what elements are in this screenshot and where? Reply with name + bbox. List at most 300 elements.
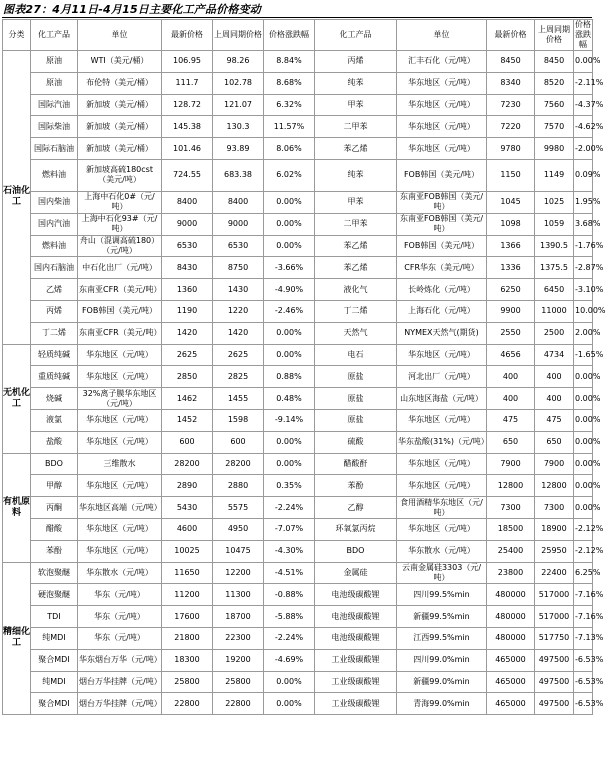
product-cell: 甲醇 — [31, 475, 78, 497]
latest-price-cell: 18500 — [487, 518, 535, 540]
header-cell: 上周同期价格 — [213, 20, 264, 51]
change-pct-cell: 0.35% — [264, 475, 315, 497]
table-row — [3, 51, 593, 73]
product-cell: 聚合MDI — [31, 693, 78, 715]
product-cell: 纯MDI — [31, 671, 78, 693]
table-row — [3, 72, 593, 94]
category-cell: 无机化工 — [3, 344, 31, 453]
table-row — [3, 409, 593, 431]
product-cell: 硬泡聚醚 — [31, 584, 78, 606]
unit-cell: 华东地区（元/吨） — [78, 409, 162, 431]
product-cell: 二甲苯 — [315, 116, 397, 138]
unit-cell: 四川99.5%min — [397, 584, 487, 606]
unit-cell: 华东烟台万华（元/吨） — [78, 649, 162, 671]
latest-price-cell: 650 — [487, 431, 535, 453]
unit-cell: 河北出厂（元/吨） — [397, 366, 487, 388]
latest-price-cell: 1366 — [487, 235, 535, 257]
last-week-price-cell: 2880 — [213, 475, 264, 497]
change-pct-cell: -9.14% — [264, 409, 315, 431]
last-week-price-cell: 98.26 — [213, 51, 264, 73]
header-cell: 单位 — [78, 20, 162, 51]
product-cell: 苯乙烯 — [315, 138, 397, 160]
change-pct-cell: 11.57% — [264, 116, 315, 138]
latest-price-cell: 101.46 — [162, 138, 213, 160]
product-cell: 电石 — [315, 344, 397, 366]
product-cell: 电池级碳酸锂 — [315, 627, 397, 649]
change-pct-cell: -4.37% — [574, 94, 593, 116]
last-week-price-cell: 4950 — [213, 518, 264, 540]
unit-cell: 华东地区（元/吨） — [78, 366, 162, 388]
unit-cell: 东南亚FOB韩国（美元/吨） — [397, 213, 487, 235]
last-week-price-cell: 1430 — [213, 279, 264, 301]
last-week-price-cell: 7560 — [535, 94, 574, 116]
unit-cell: 上海中石化0#（元/吨） — [78, 191, 162, 213]
latest-price-cell: 111.7 — [162, 72, 213, 94]
product-cell: 原盐 — [315, 366, 397, 388]
header-cell: 上周同期价格 — [535, 20, 574, 51]
unit-cell: 华东地区（元/吨） — [397, 475, 487, 497]
last-week-price-cell: 497500 — [535, 693, 574, 715]
latest-price-cell: 724.55 — [162, 159, 213, 191]
change-pct-cell: -6.53% — [574, 693, 593, 715]
product-cell: 国内柴油 — [31, 191, 78, 213]
table-row — [3, 94, 593, 116]
product-cell: 原盐 — [315, 388, 397, 410]
product-cell: 丁二烯 — [315, 300, 397, 322]
change-pct-cell: 0.00% — [264, 693, 315, 715]
unit-cell: 华东（元/吨） — [78, 584, 162, 606]
change-pct-cell: 0.00% — [574, 366, 593, 388]
unit-cell: 华东地区（元/吨） — [397, 518, 487, 540]
table-row — [3, 540, 593, 562]
product-cell: 燃料油 — [31, 235, 78, 257]
table-row — [3, 649, 593, 671]
unit-cell: 江西99.5%min — [397, 627, 487, 649]
change-pct-cell: -4.30% — [264, 540, 315, 562]
product-cell: 乙醇 — [315, 497, 397, 519]
product-cell: 苯乙烯 — [315, 235, 397, 257]
category-cell: 石油化工 — [3, 51, 31, 345]
latest-price-cell: 18300 — [162, 649, 213, 671]
table-row — [3, 606, 593, 628]
table-row — [3, 300, 593, 322]
change-pct-cell: 3.68% — [574, 213, 593, 235]
latest-price-cell: 28200 — [162, 453, 213, 475]
last-week-price-cell: 28200 — [213, 453, 264, 475]
last-week-price-cell: 1455 — [213, 388, 264, 410]
latest-price-cell: 7220 — [487, 116, 535, 138]
unit-cell: 中石化出厂（元/吨） — [78, 257, 162, 279]
product-cell: 二甲苯 — [315, 213, 397, 235]
change-pct-cell: -1.65% — [574, 344, 593, 366]
change-pct-cell: -2.11% — [574, 72, 593, 94]
unit-cell: 新加坡（美元/桶） — [78, 138, 162, 160]
last-week-price-cell: 497500 — [535, 671, 574, 693]
product-cell: 电池级碳酸锂 — [315, 606, 397, 628]
latest-price-cell: 21800 — [162, 627, 213, 649]
product-cell: BDO — [31, 453, 78, 475]
change-pct-cell: -4.51% — [264, 562, 315, 584]
change-pct-cell: 0.00% — [574, 475, 593, 497]
change-pct-cell: 6.32% — [264, 94, 315, 116]
product-cell: 苯酚 — [31, 540, 78, 562]
last-week-price-cell: 11300 — [213, 584, 264, 606]
latest-price-cell: 4600 — [162, 518, 213, 540]
table-row — [3, 693, 593, 715]
latest-price-cell: 145.38 — [162, 116, 213, 138]
unit-cell: 上海石化（元/吨） — [397, 300, 487, 322]
latest-price-cell: 8340 — [487, 72, 535, 94]
table-row — [3, 475, 593, 497]
change-pct-cell: 0.00% — [264, 191, 315, 213]
product-cell: 原油 — [31, 51, 78, 73]
last-week-price-cell: 8750 — [213, 257, 264, 279]
latest-price-cell: 1452 — [162, 409, 213, 431]
unit-cell: 华东地区（元/吨） — [397, 409, 487, 431]
last-week-price-cell: 18900 — [535, 518, 574, 540]
unit-cell: 东南亚FOB韩国（美元/吨） — [397, 191, 487, 213]
product-cell: BDO — [315, 540, 397, 562]
change-pct-cell: -6.53% — [574, 649, 593, 671]
last-week-price-cell: 22300 — [213, 627, 264, 649]
unit-cell: 新加坡高硫180cst（美元/吨） — [78, 159, 162, 191]
change-pct-cell: -2.12% — [574, 518, 593, 540]
latest-price-cell: 465000 — [487, 693, 535, 715]
figure-title: 图表27：4月11日-4月15日主要化工产品价格变动 — [3, 3, 261, 16]
latest-price-cell: 22800 — [162, 693, 213, 715]
product-cell: 液氯 — [31, 409, 78, 431]
change-pct-cell: 0.00% — [264, 453, 315, 475]
change-pct-cell: -7.16% — [574, 606, 593, 628]
product-cell: 醋酸 — [31, 518, 78, 540]
table-row — [3, 453, 593, 475]
last-week-price-cell: 121.07 — [213, 94, 264, 116]
last-week-price-cell: 5575 — [213, 497, 264, 519]
table-row — [3, 518, 593, 540]
change-pct-cell: 0.00% — [264, 344, 315, 366]
change-pct-cell: 10.00% — [574, 300, 593, 322]
product-cell: 原油 — [31, 72, 78, 94]
unit-cell: 华东地区（元/吨） — [78, 540, 162, 562]
latest-price-cell: 1462 — [162, 388, 213, 410]
unit-cell: FOB韩国（美元/吨） — [397, 159, 487, 191]
change-pct-cell: -2.00% — [574, 138, 593, 160]
table-row — [3, 497, 593, 519]
change-pct-cell: -4.69% — [264, 649, 315, 671]
change-pct-cell: 1.95% — [574, 191, 593, 213]
latest-price-cell: 475 — [487, 409, 535, 431]
unit-cell: 东南亚CFR（美元/吨） — [78, 279, 162, 301]
header-cell: 分类 — [3, 20, 31, 51]
last-week-price-cell: 1390.5 — [535, 235, 574, 257]
category-cell: 有机原料 — [3, 453, 31, 562]
change-pct-cell: -7.16% — [574, 584, 593, 606]
product-cell: 甲苯 — [315, 191, 397, 213]
change-pct-cell: -3.66% — [264, 257, 315, 279]
latest-price-cell: 9900 — [487, 300, 535, 322]
table-row — [3, 322, 593, 344]
product-cell: 天然气 — [315, 322, 397, 344]
header-cell: 化工产品 — [31, 20, 78, 51]
header-cell: 最新价格 — [487, 20, 535, 51]
last-week-price-cell: 8400 — [213, 191, 264, 213]
last-week-price-cell: 2500 — [535, 322, 574, 344]
latest-price-cell: 7900 — [487, 453, 535, 475]
product-cell: 国际柴油 — [31, 116, 78, 138]
last-week-price-cell: 1420 — [213, 322, 264, 344]
unit-cell: 食用酒精华东地区（元/吨） — [397, 497, 487, 519]
last-week-price-cell: 8520 — [535, 72, 574, 94]
unit-cell: 华东散水（元/吨） — [78, 562, 162, 584]
change-pct-cell: -2.12% — [574, 540, 593, 562]
unit-cell: 华东（元/吨） — [78, 606, 162, 628]
last-week-price-cell: 19200 — [213, 649, 264, 671]
change-pct-cell: 0.00% — [264, 671, 315, 693]
last-week-price-cell: 22800 — [213, 693, 264, 715]
product-cell: 工业级碳酸锂 — [315, 693, 397, 715]
unit-cell: 山东地区海盐（元/吨） — [397, 388, 487, 410]
product-cell: 软泡聚醚 — [31, 562, 78, 584]
unit-cell: 华东地区高端（元/吨） — [78, 497, 162, 519]
table-row — [3, 235, 593, 257]
last-week-price-cell: 93.89 — [213, 138, 264, 160]
last-week-price-cell: 7570 — [535, 116, 574, 138]
last-week-price-cell: 25800 — [213, 671, 264, 693]
last-week-price-cell: 6530 — [213, 235, 264, 257]
table-row — [3, 431, 593, 453]
last-week-price-cell: 650 — [535, 431, 574, 453]
change-pct-cell: 0.88% — [264, 366, 315, 388]
last-week-price-cell: 1149 — [535, 159, 574, 191]
unit-cell: 四川99.0%min — [397, 649, 487, 671]
unit-cell: 烟台万华挂牌（元/吨） — [78, 693, 162, 715]
last-week-price-cell: 1375.5 — [535, 257, 574, 279]
change-pct-cell: -7.07% — [264, 518, 315, 540]
last-week-price-cell: 1025 — [535, 191, 574, 213]
product-cell: 烧碱 — [31, 388, 78, 410]
latest-price-cell: 10025 — [162, 540, 213, 562]
last-week-price-cell: 18700 — [213, 606, 264, 628]
product-cell: 原盐 — [315, 409, 397, 431]
table-row — [3, 191, 593, 213]
latest-price-cell: 1150 — [487, 159, 535, 191]
latest-price-cell: 8430 — [162, 257, 213, 279]
last-week-price-cell: 2825 — [213, 366, 264, 388]
latest-price-cell: 106.95 — [162, 51, 213, 73]
unit-cell: 华东盐酸(31%)（元/吨） — [397, 431, 487, 453]
last-week-price-cell: 7900 — [535, 453, 574, 475]
latest-price-cell: 7230 — [487, 94, 535, 116]
change-pct-cell: 0.48% — [264, 388, 315, 410]
product-cell: 丁二烯 — [31, 322, 78, 344]
unit-cell: 华东地区（元/吨） — [397, 116, 487, 138]
latest-price-cell: 480000 — [487, 627, 535, 649]
table-row — [3, 627, 593, 649]
unit-cell: FOB韩国（美元/吨） — [397, 235, 487, 257]
last-week-price-cell: 12800 — [535, 475, 574, 497]
change-pct-cell: -4.90% — [264, 279, 315, 301]
last-week-price-cell: 497500 — [535, 649, 574, 671]
product-cell: 丙烯 — [31, 300, 78, 322]
product-cell: 国内汽油 — [31, 213, 78, 235]
unit-cell: 华东地区（元/吨） — [78, 431, 162, 453]
latest-price-cell: 6530 — [162, 235, 213, 257]
change-pct-cell: 0.00% — [264, 322, 315, 344]
product-cell: 国际石脑油 — [31, 138, 78, 160]
latest-price-cell: 128.72 — [162, 94, 213, 116]
last-week-price-cell: 2625 — [213, 344, 264, 366]
latest-price-cell: 480000 — [487, 584, 535, 606]
last-week-price-cell: 517000 — [535, 606, 574, 628]
product-cell: 轻质纯碱 — [31, 344, 78, 366]
change-pct-cell: 0.09% — [574, 159, 593, 191]
latest-price-cell: 1098 — [487, 213, 535, 235]
last-week-price-cell: 475 — [535, 409, 574, 431]
unit-cell: 华东散水（元/吨） — [397, 540, 487, 562]
category-cell: 精细化工 — [3, 562, 31, 715]
latest-price-cell: 1045 — [487, 191, 535, 213]
change-pct-cell: 0.00% — [574, 388, 593, 410]
product-cell: 聚合MDI — [31, 649, 78, 671]
header-cell: 单位 — [397, 20, 487, 51]
last-week-price-cell: 517000 — [535, 584, 574, 606]
last-week-price-cell: 1598 — [213, 409, 264, 431]
unit-cell: 华东地区（元/吨） — [397, 138, 487, 160]
last-week-price-cell: 683.38 — [213, 159, 264, 191]
latest-price-cell: 465000 — [487, 649, 535, 671]
latest-price-cell: 400 — [487, 366, 535, 388]
product-cell: 纯苯 — [315, 72, 397, 94]
latest-price-cell: 8400 — [162, 191, 213, 213]
product-cell: 重质纯碱 — [31, 366, 78, 388]
unit-cell: 舟山（混调高硫180）（元/吨） — [78, 235, 162, 257]
product-cell: TDI — [31, 606, 78, 628]
latest-price-cell: 25400 — [487, 540, 535, 562]
last-week-price-cell: 25950 — [535, 540, 574, 562]
header-cell: 最新价格 — [162, 20, 213, 51]
unit-cell: 华东地区（元/吨） — [397, 344, 487, 366]
change-pct-cell: -2.24% — [264, 497, 315, 519]
last-week-price-cell: 11000 — [535, 300, 574, 322]
last-week-price-cell: 9980 — [535, 138, 574, 160]
change-pct-cell: -4.62% — [574, 116, 593, 138]
unit-cell: 新疆99.5%min — [397, 606, 487, 628]
unit-cell: 华东地区（元/吨） — [397, 72, 487, 94]
product-cell: 纯MDI — [31, 627, 78, 649]
change-pct-cell: 0.00% — [574, 431, 593, 453]
last-week-price-cell: 4734 — [535, 344, 574, 366]
unit-cell: 上海中石化93#（元/吨） — [78, 213, 162, 235]
product-cell: 电池级碳酸锂 — [315, 584, 397, 606]
header-cell: 价格涨跌幅 — [575, 20, 591, 49]
last-week-price-cell: 10475 — [213, 540, 264, 562]
last-week-price-cell: 1220 — [213, 300, 264, 322]
product-cell: 金属硅 — [315, 562, 397, 584]
last-week-price-cell: 22400 — [535, 562, 574, 584]
product-cell: 盐酸 — [31, 431, 78, 453]
product-cell: 醋酸酐 — [315, 453, 397, 475]
unit-cell: 布伦特（美元/桶） — [78, 72, 162, 94]
unit-cell: 烟台万华挂牌（元/吨） — [78, 671, 162, 693]
last-week-price-cell: 12200 — [213, 562, 264, 584]
product-cell: 液化气 — [315, 279, 397, 301]
unit-cell: 32%离子膜华东地区（元/吨） — [78, 388, 162, 410]
last-week-price-cell: 8450 — [535, 51, 574, 73]
change-pct-cell: -1.76% — [574, 235, 593, 257]
unit-cell: 长岭炼化（元/吨） — [397, 279, 487, 301]
header-row — [3, 20, 593, 51]
product-cell: 丙酮 — [31, 497, 78, 519]
change-pct-cell: 0.00% — [264, 431, 315, 453]
unit-cell: 新加坡（美元/桶） — [78, 94, 162, 116]
product-cell: 燃料油 — [31, 159, 78, 191]
latest-price-cell: 9000 — [162, 213, 213, 235]
change-pct-cell: 8.68% — [264, 72, 315, 94]
latest-price-cell: 2625 — [162, 344, 213, 366]
latest-price-cell: 11200 — [162, 584, 213, 606]
table-row — [3, 388, 593, 410]
latest-price-cell: 4656 — [487, 344, 535, 366]
table-body — [3, 51, 606, 715]
product-cell: 苯酚 — [315, 475, 397, 497]
table-row — [3, 116, 593, 138]
latest-price-cell: 12800 — [487, 475, 535, 497]
change-pct-cell: -2.87% — [574, 257, 593, 279]
unit-cell: NYMEX天然气(期货) — [397, 322, 487, 344]
product-cell: 丙烯 — [315, 51, 397, 73]
title-rule — [2, 17, 592, 18]
last-week-price-cell: 400 — [535, 388, 574, 410]
unit-cell: CFR华东（美元/吨） — [397, 257, 487, 279]
change-pct-cell: 2.00% — [574, 322, 593, 344]
product-cell: 国际汽油 — [31, 94, 78, 116]
unit-cell: 青海99.0%min — [397, 693, 487, 715]
latest-price-cell: 1190 — [162, 300, 213, 322]
price-table — [2, 19, 606, 715]
last-week-price-cell: 102.78 — [213, 72, 264, 94]
last-week-price-cell: 9000 — [213, 213, 264, 235]
product-cell: 环氧氯丙烷 — [315, 518, 397, 540]
change-pct-cell: 0.00% — [264, 235, 315, 257]
unit-cell: 华东地区（元/吨） — [78, 518, 162, 540]
table-row — [3, 159, 593, 191]
unit-cell: WTI（美元/桶） — [78, 51, 162, 73]
latest-price-cell: 25800 — [162, 671, 213, 693]
latest-price-cell: 23800 — [487, 562, 535, 584]
product-cell: 苯乙烯 — [315, 257, 397, 279]
latest-price-cell: 1420 — [162, 322, 213, 344]
table-row — [3, 213, 593, 235]
unit-cell: 东南亚CFR（美元/吨） — [78, 322, 162, 344]
table-row — [3, 344, 593, 366]
unit-cell: 三维散水 — [78, 453, 162, 475]
latest-price-cell: 6250 — [487, 279, 535, 301]
change-pct-cell: 8.84% — [264, 51, 315, 73]
table-row — [3, 366, 593, 388]
unit-cell: 华东地区（元/吨） — [397, 94, 487, 116]
header-cell: 化工产品 — [315, 20, 397, 51]
change-pct-cell: -3.10% — [574, 279, 593, 301]
latest-price-cell: 465000 — [487, 671, 535, 693]
unit-cell: 华东地区（元/吨） — [78, 475, 162, 497]
change-pct-cell: 0.00% — [264, 213, 315, 235]
unit-cell: 云南金属硅3303（元/吨） — [397, 562, 487, 584]
latest-price-cell: 11650 — [162, 562, 213, 584]
last-week-price-cell: 6450 — [535, 279, 574, 301]
product-cell: 甲苯 — [315, 94, 397, 116]
last-week-price-cell: 1059 — [535, 213, 574, 235]
change-pct-cell: -7.13% — [574, 627, 593, 649]
